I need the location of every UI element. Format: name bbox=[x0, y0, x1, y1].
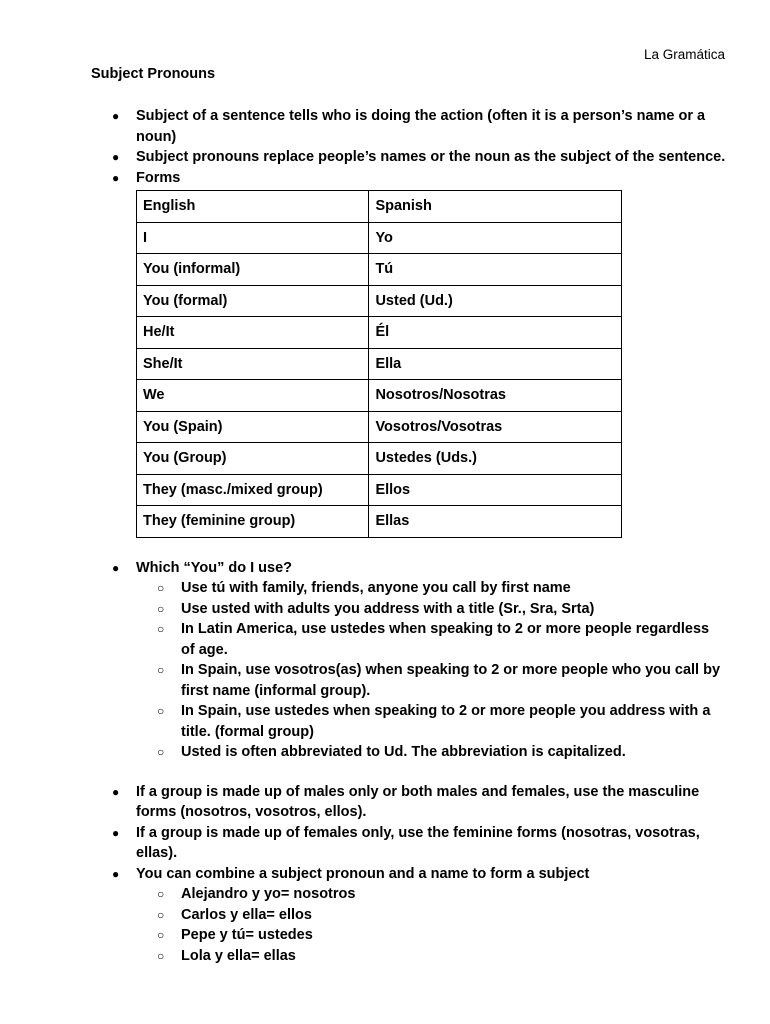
table-cell-english: They (feminine group) bbox=[137, 506, 369, 538]
list-item-text: Forms bbox=[136, 169, 181, 186]
bullet-icon: ● bbox=[112, 150, 120, 164]
table-cell-english: I bbox=[137, 222, 369, 254]
which-you-sublist bbox=[136, 578, 726, 763]
sub-list-item bbox=[136, 660, 726, 701]
hollow-bullet-icon: ○ bbox=[157, 948, 165, 963]
table-cell-spanish: Yo bbox=[369, 222, 622, 254]
table-row bbox=[137, 443, 622, 475]
list-item-subject-definition bbox=[0, 106, 770, 147]
table-cell-spanish: Ella bbox=[369, 348, 622, 380]
sub-list-item-text: Alejandro y yo= nosotros bbox=[181, 886, 356, 902]
table-row bbox=[137, 348, 622, 380]
list-item-pronoun-replace bbox=[0, 147, 770, 168]
bullet-icon: ● bbox=[112, 825, 120, 840]
table-cell-english: You (Group) bbox=[137, 443, 369, 475]
table-cell-english: He/It bbox=[137, 317, 369, 349]
sub-list-item bbox=[136, 619, 726, 660]
table-cell-spanish: Ustedes (Uds.) bbox=[369, 443, 622, 475]
table-cell-english: You (Spain) bbox=[137, 411, 369, 443]
list-item-text: Which “You” do I use? bbox=[136, 559, 293, 576]
hollow-bullet-icon: ○ bbox=[157, 887, 165, 901]
combine-sublist bbox=[136, 884, 726, 966]
bullet-icon: ● bbox=[112, 109, 120, 123]
sub-list-item-text: In Spain, use vosotros(as) when speaking to 2 or more people who you call by first name (informal group). bbox=[181, 662, 721, 699]
hollow-bullet-icon: ○ bbox=[157, 928, 165, 942]
page-title: Subject Pronouns bbox=[91, 66, 216, 82]
table-row bbox=[137, 317, 622, 349]
sub-list-item bbox=[136, 599, 726, 620]
list-item-text: You can combine a subject pronoun and a name to form a subject bbox=[136, 865, 590, 882]
spacer bbox=[0, 763, 770, 782]
hollow-bullet-icon: ○ bbox=[157, 907, 165, 922]
bullet-icon: ● bbox=[112, 784, 120, 799]
list-item-text: Subject of a sentence tells who is doing the action (often it is a person’s name or a noun) bbox=[136, 108, 706, 145]
list-item-masculine-rule bbox=[0, 782, 770, 823]
table-row bbox=[137, 222, 622, 254]
table-row bbox=[137, 380, 622, 412]
list-item-forms bbox=[0, 168, 770, 538]
sub-list-item bbox=[136, 884, 726, 905]
table-row bbox=[137, 506, 622, 538]
sub-list-item bbox=[136, 742, 726, 763]
table-row bbox=[137, 411, 622, 443]
sub-list-item bbox=[136, 578, 726, 599]
bullet-icon: ● bbox=[112, 560, 120, 575]
list-item-combine bbox=[0, 864, 770, 967]
table-cell-spanish: Usted (Ud.) bbox=[369, 285, 622, 317]
list-item-feminine-rule bbox=[0, 823, 770, 864]
list-item-text: If a group is made up of males only or both males and females, use the masculine forms (nosotros, vosotros, ellos). bbox=[136, 783, 700, 820]
sub-list-item-text: Pepe y tú= ustedes bbox=[181, 927, 313, 943]
hollow-bullet-icon: ○ bbox=[157, 581, 165, 595]
list-item-text: If a group is made up of females only, use the feminine forms (nosotras, vosotras, ellas). bbox=[136, 824, 700, 861]
table-row bbox=[137, 285, 622, 317]
sub-list-item-text: Usted is often abbreviated to Ud. The abbreviation is capitalized. bbox=[181, 744, 626, 760]
sub-list-item bbox=[136, 701, 726, 742]
intro-list bbox=[0, 106, 770, 763]
sub-list-item bbox=[136, 905, 726, 926]
sub-list-item bbox=[136, 946, 726, 967]
table-cell-spanish: Ellos bbox=[369, 474, 622, 506]
list-item-which-you bbox=[0, 558, 770, 763]
rules-list bbox=[0, 782, 770, 967]
table-cell-spanish: Vosotros/Vosotras bbox=[369, 411, 622, 443]
bullet-icon: ● bbox=[112, 170, 120, 185]
table-header-row bbox=[137, 191, 622, 223]
table-header-english: English bbox=[137, 191, 369, 223]
table-cell-english: We bbox=[137, 380, 369, 412]
table-cell-spanish: Ellas bbox=[369, 506, 622, 538]
hollow-bullet-icon: ○ bbox=[157, 622, 165, 636]
table-cell-english: She/It bbox=[137, 348, 369, 380]
table-header-spanish: Spanish bbox=[369, 191, 622, 223]
list-item-text: Subject pronouns replace people’s names or the noun as the subject of the sentence. bbox=[136, 149, 726, 165]
sub-list-item bbox=[136, 925, 726, 946]
table-cell-spanish: Él bbox=[369, 317, 622, 349]
hollow-bullet-icon: ○ bbox=[157, 745, 165, 759]
hollow-bullet-icon: ○ bbox=[157, 663, 165, 677]
sub-list-item-text: Lola y ella= ellas bbox=[181, 947, 296, 964]
sub-list-item-text: In Spain, use ustedes when speaking to 2 or more people you address with a title. (formal group) bbox=[181, 703, 711, 740]
sub-list-item-text: Use tú with family, friends, anyone you call by first name bbox=[181, 580, 571, 596]
sub-list-item-text: Carlos y ella= ellos bbox=[181, 906, 312, 923]
sub-list-item-text: In Latin America, use ustedes when speaking to 2 or more people regardless of age. bbox=[181, 621, 710, 658]
table-cell-english: You (formal) bbox=[137, 285, 369, 317]
bullet-icon: ● bbox=[112, 866, 120, 881]
table-cell-spanish: Tú bbox=[369, 254, 622, 286]
header-course-title: La Gramática bbox=[643, 47, 725, 62]
hollow-bullet-icon: ○ bbox=[157, 704, 165, 718]
sub-list-item-text: Use usted with adults you address with a title (Sr., Sra, Srta) bbox=[181, 600, 595, 617]
table-row bbox=[137, 254, 622, 286]
hollow-bullet-icon: ○ bbox=[157, 601, 165, 616]
table-cell-english: You (informal) bbox=[137, 254, 369, 286]
forms-table bbox=[136, 190, 622, 538]
document-body bbox=[0, 106, 770, 966]
table-cell-english: They (masc./mixed group) bbox=[137, 474, 369, 506]
table-cell-spanish: Nosotros/Nosotras bbox=[369, 380, 622, 412]
table-row bbox=[137, 474, 622, 506]
